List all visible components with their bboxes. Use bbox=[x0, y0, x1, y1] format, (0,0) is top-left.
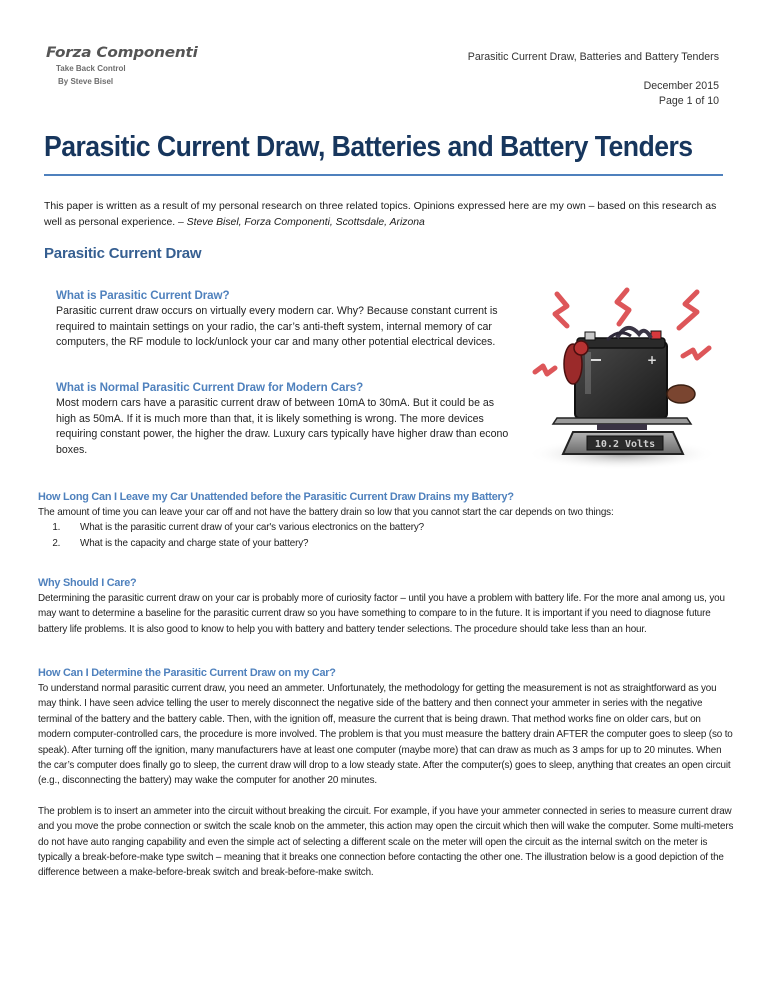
running-header-title: Parasitic Current Draw, Batteries and Battery Tenders bbox=[467, 51, 719, 63]
battery-on-scale-icon bbox=[527, 282, 727, 472]
header-date: December 2015 bbox=[643, 80, 719, 92]
subsection-heading: How Can I Determine the Parasitic Current Draw on my Car? bbox=[38, 667, 336, 679]
subsection-body-2: The problem is to insert an ammeter into the circuit without breaking the circuit. For example, if you have your ammeter connected in series to measure current draw and you move the probe connection or switch the scale knob on the ammeter, this action may open the circuit which then will wake the computer. Some multi-meters do not have auto ranging capability and even the simple act of selecting a different scale on the meter will open the circuit as the internal switch on the meter is typically a break-before-make type switch – meaning that it breaks one connection before contacting the other one. The illustration below is a good depiction of the difference between a make-before-break switch and break-before-make switch. bbox=[38, 805, 734, 879]
subsection-heading: How Long Can I Leave my Car Unattended before the Parasitic Current Draw Drains my Battery? bbox=[38, 491, 514, 503]
intro-text: This paper is written as a result of my personal research on three related topics. Opinions expressed here are my own – based on this research as well as personal experience. bbox=[44, 201, 717, 228]
title-underline-rule bbox=[44, 174, 723, 176]
intro-paragraph bbox=[44, 199, 734, 230]
svg-text:+: + bbox=[647, 353, 658, 367]
list-item-text: What is the parasitic current draw of your car's various electronics on the battery? bbox=[80, 522, 425, 534]
scale-reading: 10.2 Volts bbox=[594, 439, 656, 450]
list-item bbox=[52, 536, 735, 551]
author-line: By Steve Bisel bbox=[58, 77, 114, 86]
list-item bbox=[52, 520, 735, 535]
list-item-number: 2. bbox=[52, 537, 61, 549]
subsection-heading: What is Parasitic Current Draw? bbox=[56, 289, 230, 302]
subsection-body: The amount of time you can leave your car off and not have the battery drain so low that you cannot start the car depends on two things: bbox=[38, 507, 614, 518]
subsection-body: Determining the parasitic current draw on your car is probably more of curiosity factor – until you have a problem with battery life. For the more anal among us, you may want to determine a baseline for the parasitic current draw so you have something to compare to in the future. It is important if you need to diagnose future battery life problems. It is also good to know to help you with battery and battery tender selections. The procedure should take less than an hour. bbox=[38, 593, 725, 635]
numbered-list-items bbox=[52, 520, 735, 551]
subsection-body: Most modern cars have a parasitic current draw of between 10mA to 30mA. But it could be as high as 50mA. If it is much more than that, it is likely something is wrong. The more devices requiring constant power, the higher the draw. Luxury cars typically have higher draw than econo boxes. bbox=[56, 397, 509, 456]
subsection-normal-draw bbox=[56, 380, 516, 458]
subsection-heading: What is Normal Parasitic Current Draw for Modern Cars? bbox=[56, 381, 364, 394]
subsection-heading: Why Should I Care? bbox=[38, 577, 137, 589]
header-logo-block bbox=[46, 45, 198, 89]
company-logo: Forza Componenti bbox=[46, 45, 198, 61]
list-item-number: 1. bbox=[52, 522, 61, 534]
intro-signature: – Steve Bisel, Forza Componenti, Scottsdale, Arizona bbox=[178, 216, 425, 228]
header-date-block bbox=[550, 79, 719, 109]
battery-illustration bbox=[527, 282, 727, 472]
subsection-how-determine bbox=[38, 665, 733, 881]
subsection-body: Parasitic current draw occurs on virtually every modern car. Why? Because constant current is required to maintain settings on your radio, the car’s anti-theft system, internal memory of car computers, the RF module to lock/unlock your car and many other potential electrical devices. bbox=[56, 305, 498, 348]
document-title: Parasitic Current Draw, Batteries and Battery Tenders bbox=[44, 131, 693, 163]
numbered-list bbox=[38, 520, 735, 551]
logo-tagline: Take Back Control bbox=[56, 64, 126, 73]
page-indicator: Page 1 of 10 bbox=[658, 95, 719, 107]
subsection-why-care bbox=[38, 575, 733, 637]
subsection-body: To understand normal parasitic current draw, you need an ammeter. Unfortunately, the methodology for getting the measurement is not as straightforward as you may think. I have seen advice telling the user to merely disconnect the negative side of the battery and then connect your ammeter in series with the negative terminal of the battery and the battery cable. Then, with the ignition off, measure the current that is being drawn. That method works fine on older cars, but on modern computer-controlled cars, the procedure is more involved. The problem is that you must measure the battery drain AFTER the computer goes to sleep (so to speak). After turning off the ignition, many manufacturers have at least one computer (maybe more) that can draw as much as 3 amps for up to 20 minutes. When the car’s computer does finally go to sleep, the current draw will drop to a low steady state. After the computer(s) goes to sleep, anything that creates an open circuit (e.g., disconnecting the battery) may wake the computer for another 20 minutes. bbox=[38, 683, 733, 787]
subsection-what-is bbox=[56, 288, 516, 351]
subsection-how-long bbox=[38, 489, 733, 551]
section-heading: Parasitic Current Draw bbox=[44, 245, 202, 262]
list-item-text: What is the capacity and charge state of your battery? bbox=[80, 537, 309, 549]
